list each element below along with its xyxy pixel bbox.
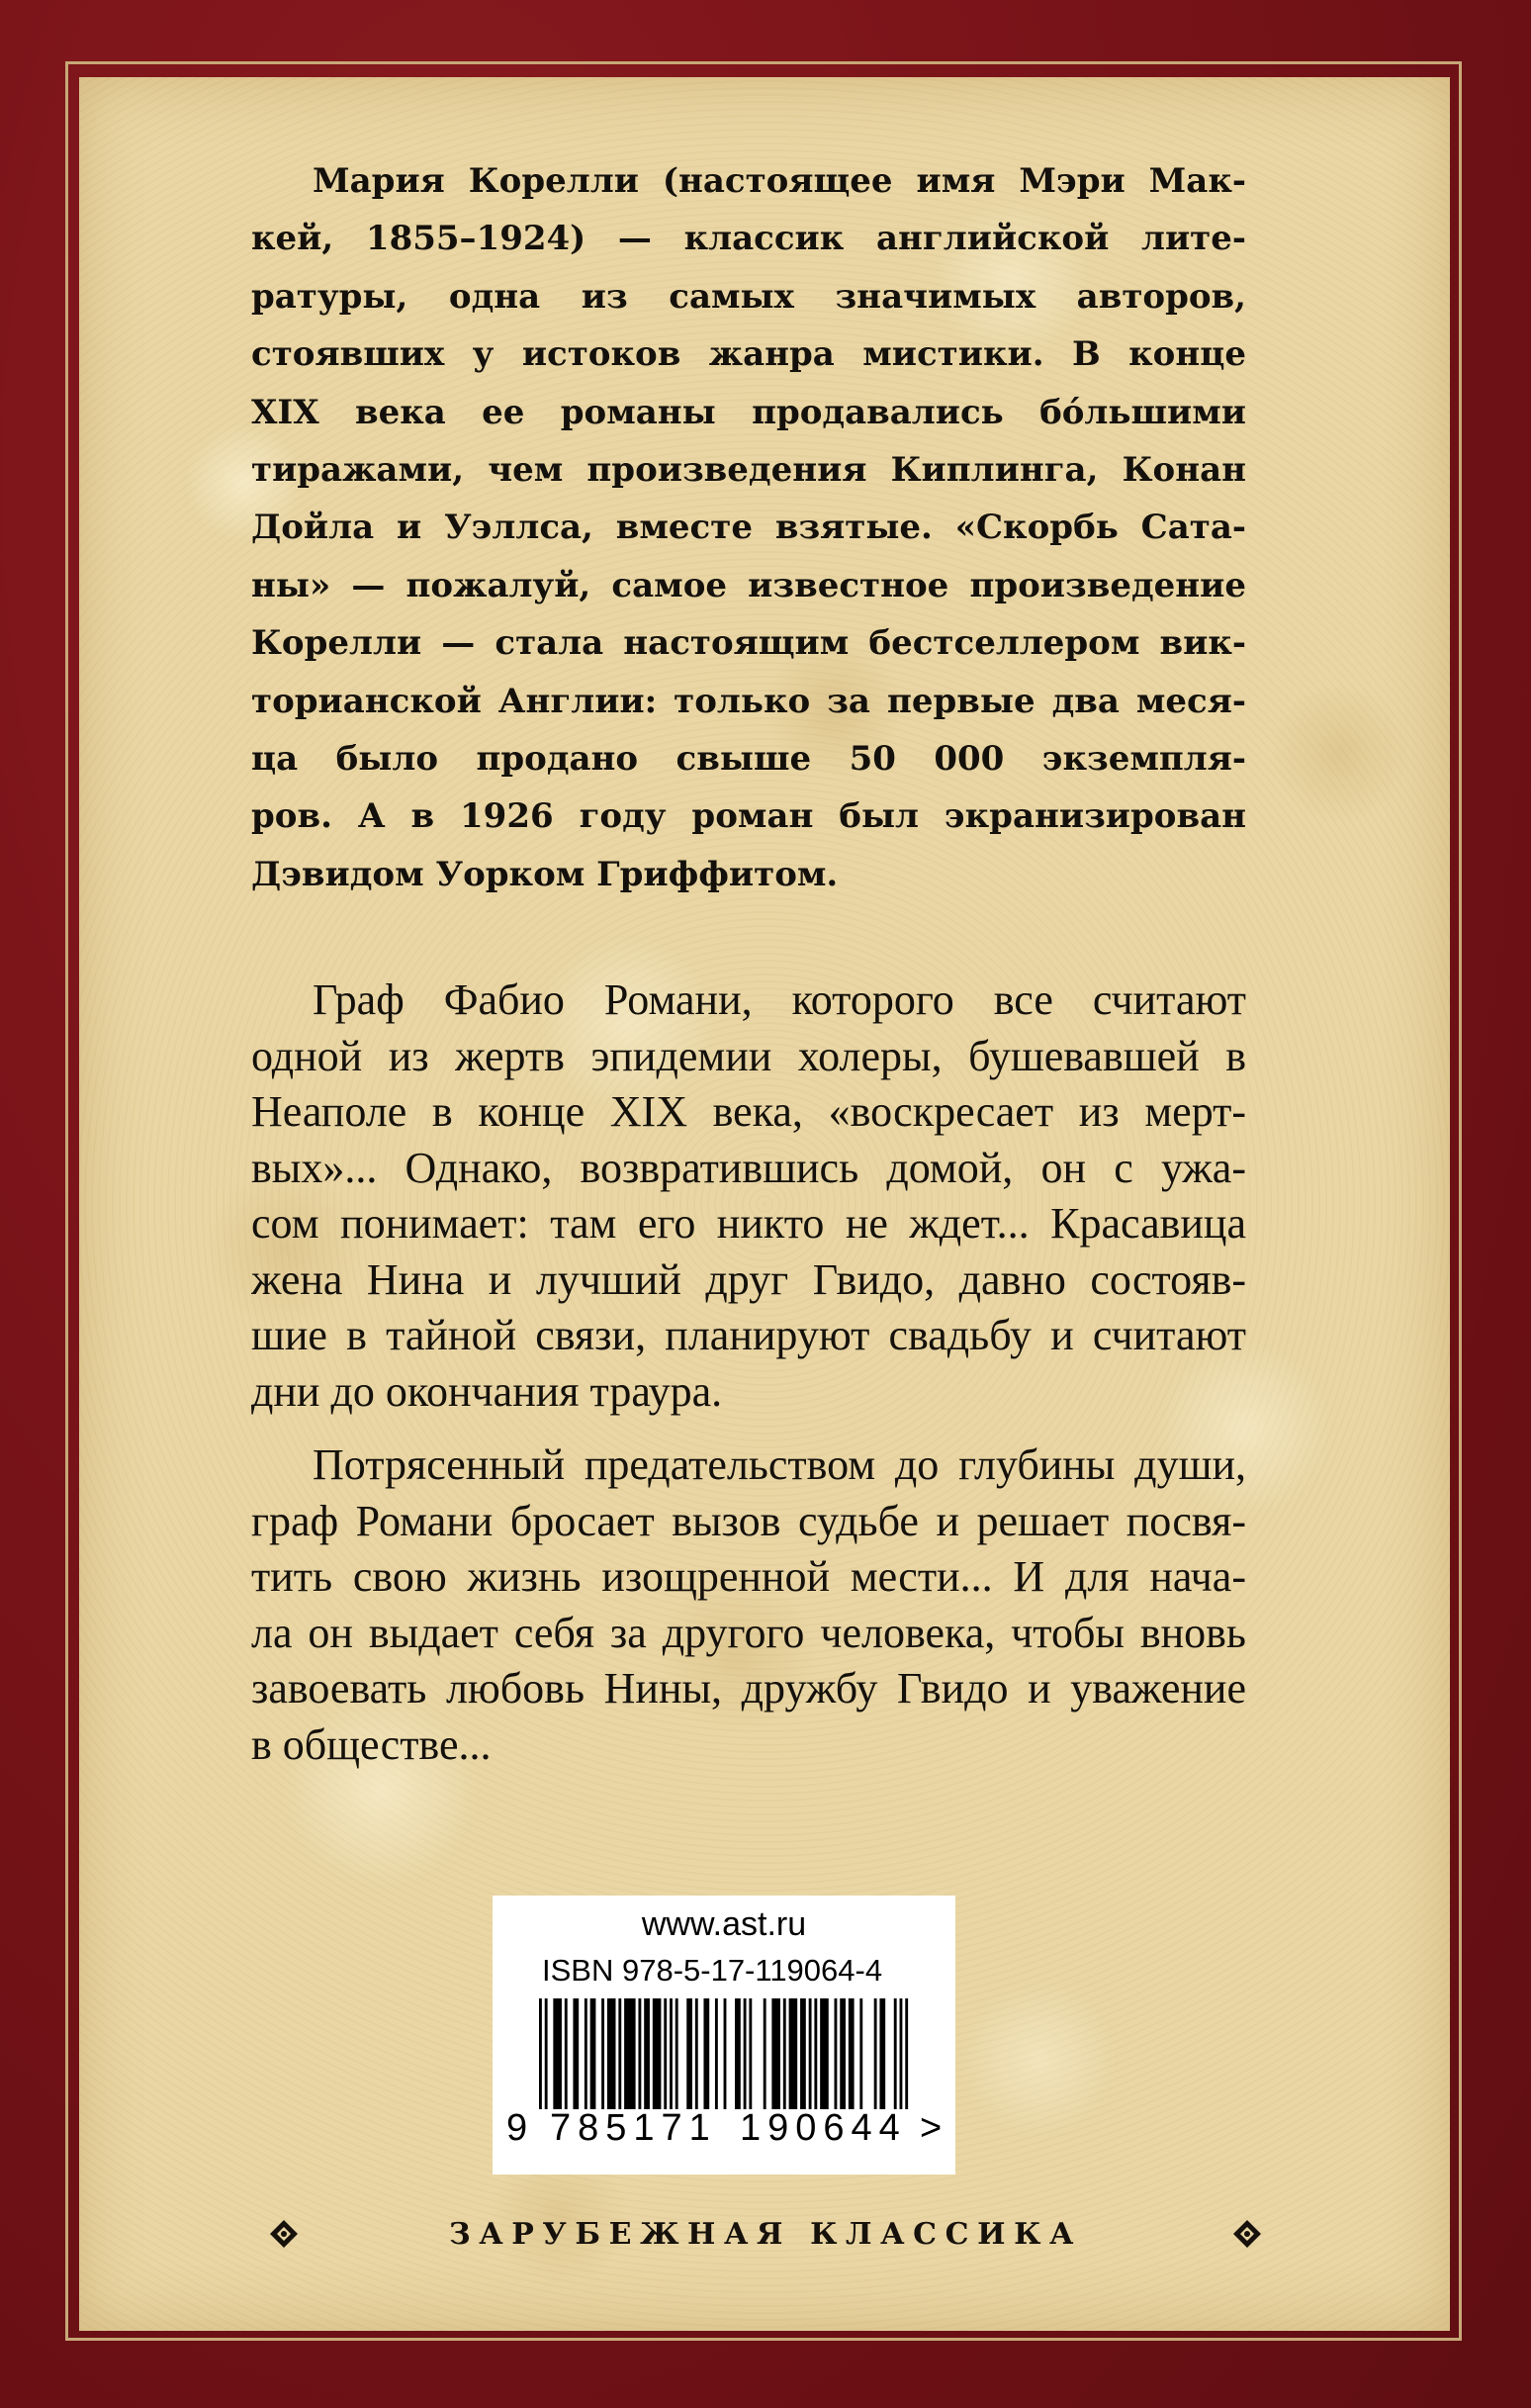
barcode-bar — [789, 1998, 798, 2109]
barcode-bar — [735, 1998, 741, 2109]
barcode-block — [493, 1896, 955, 2175]
author-bio-line: ца было продано свыше 50 000 экземпля- — [251, 738, 1246, 779]
barcode-bar — [809, 1998, 812, 2109]
barcode-bar — [670, 1998, 673, 2109]
barcode-digit-prefix: 9 — [506, 2107, 528, 2149]
synopsis-line: Граф Фабио Романи, которого все считают — [313, 975, 1246, 1024]
barcode-bar — [653, 1998, 662, 2109]
barcode-bar — [744, 1998, 747, 2109]
barcode-bar — [565, 1998, 568, 2109]
synopsis-line: вых»... Однако, возвратившись домой, он с ужа- — [251, 1143, 1246, 1192]
barcode-bar — [879, 1998, 885, 2109]
barcode-bar — [814, 1998, 817, 2109]
author-bio-line: Дойла и Уэллса, вместе взятые. «Скорбь Сата- — [251, 508, 1246, 548]
author-bio-line: XIX века ее романы продавались бóльшими — [251, 392, 1246, 432]
barcode-quiet-zone-mark: > — [920, 2107, 943, 2149]
author-bio-line: ратуры, одна из самых значимых авторов, — [251, 276, 1246, 317]
barcode-bar — [703, 1998, 709, 2109]
diamond-ornament-icon — [1232, 2219, 1262, 2249]
barcode-bar — [783, 1998, 786, 2109]
synopsis-line: жена Нина и лучший друг Гвидо, давно состояв- — [251, 1254, 1246, 1304]
barcode-bar — [849, 1998, 855, 2109]
barcode-bar — [675, 1998, 678, 2109]
synopsis-line: сом понимает: там его никто не ждет... Красавица — [251, 1199, 1246, 1248]
barcode-bar — [601, 1998, 604, 2109]
barcode-bar — [585, 1998, 587, 2109]
synopsis-paragraph-2 — [251, 1437, 1246, 1773]
barcode-bar — [900, 1998, 903, 2109]
barcode-bar — [749, 1998, 752, 2109]
synopsis-line: завоевать любовь Нины, дружбу Гвидо и уважение — [251, 1664, 1246, 1713]
author-bio — [251, 152, 1246, 903]
diamond-ornament-icon — [269, 2219, 299, 2249]
barcode-digit-group-right: 190644 — [740, 2107, 907, 2149]
synopsis-line: дни до окончания траура. — [251, 1366, 723, 1416]
isbn-label: ISBN 978-5-17-119064-4 — [542, 1953, 883, 1988]
author-bio-line: Дэвидом Уорком Гриффитом. — [251, 854, 839, 894]
barcode-bar — [894, 1998, 897, 2109]
barcode-bars — [539, 1998, 911, 2109]
synopsis-line: тить свою жизнь изощренной мести... И для нача- — [251, 1552, 1246, 1601]
synopsis-line: Неаполе в конце XIX века, «воскресает из мерт- — [251, 1087, 1246, 1136]
author-bio-line: ны» — пожалуй, самое известное произведение — [251, 565, 1246, 605]
synopsis-paragraph-1 — [251, 972, 1246, 1420]
synopsis-line: шие в тайной связи, планируют свадьбу и считают — [251, 1311, 1246, 1359]
synopsis-line: Потрясенный предательством до глубины души, — [313, 1440, 1246, 1489]
barcode-bar — [618, 1998, 621, 2109]
barcode-bar — [638, 1998, 641, 2109]
author-bio-line: стоявших у истоков жанра мистики. В конце — [251, 334, 1246, 375]
synopsis-line: граф Романи бросает вызов судьбе и решает посвя- — [251, 1496, 1246, 1545]
barcode-bar — [539, 1998, 542, 2109]
synopsis-line: ла он выдает себя за другого человека, чтобы вновь — [251, 1608, 1246, 1657]
series-title-row — [269, 2204, 1262, 2264]
author-bio-line: кей, 1855–1924) — классик английской лите- — [251, 219, 1246, 259]
author-bio-line: Мария Корелли (настоящее имя Мэри Мак- — [313, 161, 1246, 201]
barcode-bar — [686, 1998, 692, 2109]
barcode-bar — [664, 1998, 667, 2109]
barcode-bar — [644, 1998, 650, 2109]
barcode-bar — [715, 1998, 718, 2109]
barcode-bar — [840, 1998, 846, 2109]
barcode-bar — [573, 1998, 579, 2109]
barcode-bar — [724, 1998, 727, 2109]
author-bio-line: торианской Англии: только за первые два меся- — [251, 681, 1246, 721]
barcode-digits — [506, 2107, 942, 2153]
author-bio-line: Корелли — стала настоящим бестселлером вик- — [251, 623, 1246, 664]
author-bio-line: тиражами, чем произведения Киплинга, Конан — [251, 449, 1246, 490]
series-title: ЗАРУБЕЖНАЯ КЛАССИКА — [449, 2216, 1082, 2252]
synopsis-line: в обществе... — [251, 1719, 492, 1769]
barcode-bar — [835, 1998, 838, 2109]
barcode-bar — [553, 1998, 562, 2109]
barcode-bar — [800, 1998, 806, 2109]
barcode-bar — [764, 1998, 766, 2109]
barcode-digit-group-left: 785171 — [550, 2107, 717, 2149]
barcode-bar — [905, 1998, 908, 2109]
barcode-bar — [771, 1998, 780, 2109]
barcode-bar — [607, 1998, 616, 2109]
barcode-bar — [624, 1998, 635, 2109]
barcode-bar — [590, 1998, 596, 2109]
barcode-bar — [859, 1998, 862, 2109]
barcode-bar — [874, 1998, 877, 2109]
synopsis-line: одной из жертв эпидемии холеры, бушевавшей в — [251, 1031, 1246, 1080]
barcode-bar — [545, 1998, 548, 2109]
barcode-bar — [695, 1998, 698, 2109]
barcode-bar — [820, 1998, 829, 2109]
author-bio-line: ров. А в 1926 году роман был экранизирован — [251, 796, 1246, 837]
publisher-website: www.ast.ru — [641, 1905, 807, 1943]
